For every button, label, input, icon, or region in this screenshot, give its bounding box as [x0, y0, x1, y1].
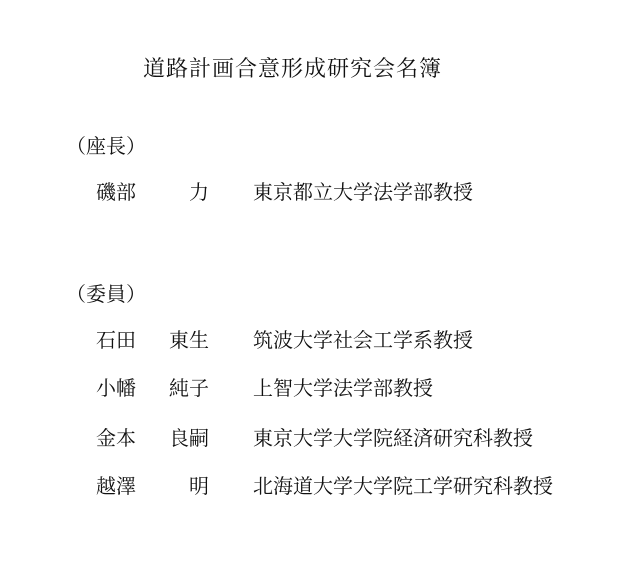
member-given-name: 明: [189, 474, 209, 498]
member-row: [0, 324, 640, 354]
committee-heading: （委員）: [66, 282, 146, 306]
member-family-name: 小幡: [96, 376, 136, 400]
member-family-name: 石田: [96, 328, 136, 352]
member-row: [0, 422, 640, 452]
member-affiliation: 北海道大学大学院工学研究科教授: [253, 474, 553, 498]
document-title: 道路計画合意形成研究会名簿: [143, 57, 443, 82]
member-family-name: 金本: [96, 426, 136, 450]
chair-heading: （座長）: [66, 134, 146, 158]
member-affiliation: 東京都立大学法学部教授: [253, 180, 473, 204]
member-affiliation: 東京大学大学院経済研究科教授: [253, 426, 533, 450]
member-row: [0, 470, 640, 500]
member-given-name: 良嗣: [169, 426, 209, 450]
member-affiliation: 筑波大学社会工学系教授: [253, 328, 473, 352]
member-given-name: 力: [189, 180, 209, 204]
member-row-chair: [0, 176, 640, 206]
member-row: [0, 372, 640, 402]
member-given-name: 東生: [169, 328, 209, 352]
member-affiliation: 上智大学法学部教授: [253, 376, 433, 400]
member-family-name: 越澤: [96, 474, 136, 498]
member-family-name: 磯部: [96, 180, 136, 204]
member-given-name: 純子: [169, 376, 209, 400]
